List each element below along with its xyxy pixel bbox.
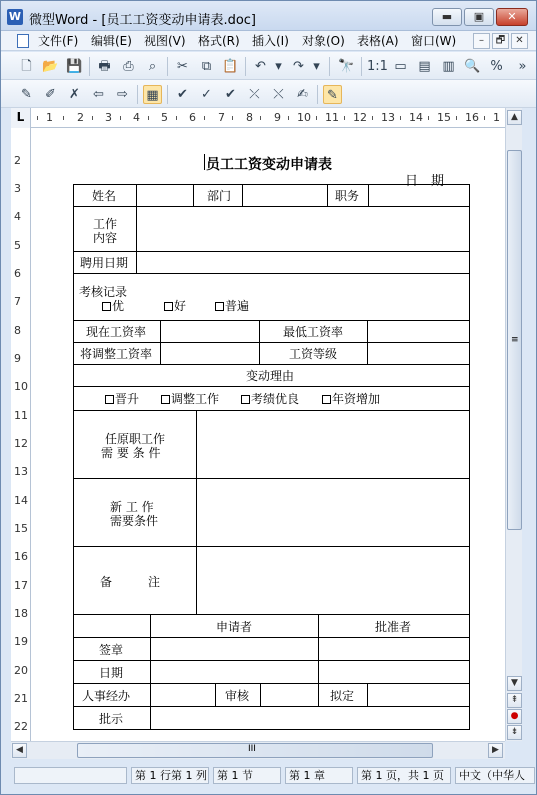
previous-page-button[interactable]: [507, 693, 522, 708]
ruler-number: 1: [493, 111, 500, 124]
ruler-number: 2: [14, 154, 21, 167]
vertical-scrollbar[interactable]: [505, 108, 522, 741]
table-cell[interactable]: [150, 683, 216, 707]
tab-stop-selector[interactable]: L: [11, 108, 31, 128]
table-cell[interactable]: [73, 386, 470, 411]
ruler-number: 15: [14, 522, 28, 535]
ruler-number: 3: [105, 111, 112, 124]
ruler-number: 17: [14, 579, 28, 592]
review-label: 审核: [225, 689, 250, 703]
assessment-option-label: 优: [112, 299, 125, 313]
table-cell[interactable]: [73, 478, 197, 547]
previous-comment-icon[interactable]: ⇦: [93, 87, 104, 102]
ruler-number: 10: [297, 111, 311, 124]
grip-icon: ≡: [511, 335, 519, 345]
table-cell[interactable]: [73, 410, 197, 479]
checkbox-icon[interactable]: [215, 302, 224, 311]
min-salary-label: 最低工资率: [283, 325, 344, 339]
table-cell[interactable]: [368, 184, 470, 207]
table-cell[interactable]: [73, 364, 470, 387]
checkbox-icon[interactable]: [164, 302, 173, 311]
orig-req-label: 需 要 条 件: [101, 446, 161, 460]
ruler-number: 13: [14, 465, 28, 478]
menu-bar: [1, 31, 536, 51]
assessment-option[interactable]: [102, 299, 124, 313]
ruler-number: 14: [14, 494, 28, 507]
scroll-up-button[interactable]: [507, 110, 522, 125]
table-cell[interactable]: [318, 683, 368, 707]
grip-icon: III: [248, 744, 256, 754]
copy-icon[interactable]: ⧉: [201, 59, 212, 74]
two-pages-icon[interactable]: ▥: [442, 59, 455, 74]
ruler-number: 9: [14, 352, 21, 365]
table-cell[interactable]: [73, 206, 137, 252]
table-cell[interactable]: [327, 184, 369, 207]
table-cell[interactable]: [259, 320, 368, 343]
undo-icon[interactable]: ↶: [255, 59, 266, 74]
status-bar: [1, 765, 536, 787]
table-cell[interactable]: [367, 683, 470, 707]
ruler-number: 14: [409, 111, 423, 124]
table-cell[interactable]: [73, 342, 161, 365]
status-panel-empty: [14, 767, 127, 784]
ruler-number: 19: [14, 635, 28, 648]
menu-edit[interactable]: 编辑(E): [91, 34, 132, 48]
open-folder-icon[interactable]: 📂: [42, 59, 59, 74]
scroll-thumb[interactable]: [507, 150, 522, 530]
doc-minimize-button[interactable]: –: [473, 33, 490, 49]
ruler-number: 12: [353, 111, 367, 124]
hr-handler-label: 人事经办: [82, 689, 131, 703]
reason-option[interactable]: [161, 392, 219, 406]
table-cell[interactable]: [73, 683, 151, 707]
hire-date-label: 聘用日期: [80, 256, 129, 270]
ruler-number: 11: [14, 409, 28, 422]
scroll-down-button[interactable]: [507, 676, 522, 691]
vertical-ruler[interactable]: [11, 128, 31, 741]
ruler-number: 5: [161, 111, 168, 124]
title-bar: [1, 1, 536, 31]
salary-grade-label: 工资等级: [289, 347, 338, 361]
ruler-number: 4: [14, 210, 21, 223]
table-cell[interactable]: [73, 660, 151, 684]
toolbar-separator: [245, 57, 246, 76]
remarks-label: 备 注: [100, 575, 161, 589]
menu-format[interactable]: 格式(R): [198, 34, 240, 48]
document-note-icon[interactable]: ✍: [297, 87, 308, 102]
table-cell[interactable]: [73, 251, 137, 274]
table-cell[interactable]: [136, 206, 470, 252]
ruler-number: 9: [274, 111, 281, 124]
ruler-number: 5: [14, 239, 21, 252]
undo-dropdown-icon[interactable]: ▾: [275, 59, 282, 74]
word-app-icon: W: [8, 10, 22, 23]
minimize-icon: ▬: [441, 10, 453, 23]
current-salary-label: 现在工资率: [86, 325, 147, 339]
window-title: 微型Word - [员工工资变动申请表.doc]: [29, 13, 256, 28]
table-cell[interactable]: [150, 614, 319, 638]
hscroll-thumb[interactable]: [77, 743, 433, 758]
chevron-left-icon: ◀: [16, 745, 23, 755]
show-markup-icon[interactable]: ✎: [323, 85, 342, 104]
date-label: 日 期: [405, 174, 445, 189]
redo-icon[interactable]: ↷: [293, 59, 304, 74]
table-cell[interactable]: [136, 184, 194, 207]
chevron-right-icon: ▶: [492, 745, 499, 755]
position-label: 职务: [335, 189, 360, 203]
applicant-label: 申请者: [216, 620, 253, 634]
horizontal-ruler[interactable]: [11, 108, 505, 128]
track-changes-icon[interactable]: ▦: [143, 85, 162, 104]
dept-label: 部门: [207, 189, 232, 203]
next-page-button[interactable]: [507, 725, 522, 740]
ruler-number: 6: [189, 111, 196, 124]
table-cell[interactable]: [242, 184, 328, 207]
restore-button[interactable]: [464, 8, 494, 26]
toolbar-separator: [329, 57, 330, 76]
table-cell[interactable]: [73, 546, 197, 615]
table-cell[interactable]: [73, 614, 151, 638]
table-cell[interactable]: [259, 342, 368, 365]
double-chevron-down-icon: ⇟: [510, 727, 519, 737]
adjusted-salary-label: 将调整工资率: [80, 347, 153, 361]
new-req-label: 新 工 作: [110, 500, 154, 514]
reason-option[interactable]: [241, 392, 299, 406]
orig-req-label: 任原职工作: [105, 432, 166, 446]
assessment-label: 考核记录: [79, 285, 128, 299]
checkbox-icon[interactable]: [241, 395, 250, 404]
reason-option[interactable]: [105, 392, 139, 406]
status-chapter: 第 1 章: [285, 767, 353, 784]
menu-insert[interactable]: 插入(I): [252, 34, 289, 48]
status-pages: 第 1 页，共 1 页: [357, 767, 451, 784]
ruler-number: 11: [325, 111, 339, 124]
status-line-col: 第 1 行第 1 列: [131, 767, 209, 784]
doc-restore-button[interactable]: 🗗: [492, 33, 509, 49]
ruler-number: 7: [14, 295, 21, 308]
reason-option-label: 考绩优良: [251, 392, 300, 406]
sign-label: 签章: [99, 643, 124, 657]
table-cell[interactable]: [367, 342, 470, 365]
standard-toolbar: [1, 52, 536, 80]
status-section: 第 1 节: [213, 767, 281, 784]
ruler-number: 18: [14, 607, 28, 620]
checkbox-icon[interactable]: [322, 395, 331, 404]
zoom-icon[interactable]: 🔍: [464, 59, 481, 74]
horizontal-scrollbar[interactable]: [11, 741, 505, 759]
ruler-number: 22: [14, 720, 28, 733]
status-language: 中文（中华人: [455, 767, 535, 784]
chevron-up-icon: ▲: [511, 112, 518, 122]
export-pdf-icon[interactable]: ⎙: [123, 59, 134, 74]
toolbar-separator: [89, 57, 90, 76]
toolbar-separator: [361, 57, 362, 76]
table-cell[interactable]: [215, 683, 261, 707]
close-icon: ✕: [507, 10, 517, 23]
save-icon[interactable]: 💾: [66, 59, 83, 74]
table-cell[interactable]: [318, 637, 470, 661]
double-chevron-up-icon: ⇞: [510, 695, 519, 705]
table-cell[interactable]: [73, 706, 151, 730]
table-cell[interactable]: [367, 320, 470, 343]
table-cell[interactable]: [73, 637, 151, 661]
clear-marks-icon[interactable]: ⤬: [273, 87, 284, 102]
actual-size-icon[interactable]: 1:1: [367, 59, 388, 74]
draft-label: 拟定: [330, 689, 355, 703]
assessment-option-label: 好: [174, 299, 187, 313]
table-cell[interactable]: [196, 546, 470, 615]
ruler-number: 16: [14, 550, 28, 563]
change-reason-label: 变动理由: [246, 369, 295, 383]
next-comment-icon[interactable]: ⇨: [117, 87, 128, 102]
menu-window[interactable]: 窗口(W): [411, 34, 457, 48]
whole-page-icon[interactable]: ▤: [418, 59, 431, 74]
reject-change-icon[interactable]: ✓: [201, 87, 212, 102]
name-label: 姓名: [92, 189, 117, 203]
assessment-option[interactable]: [215, 299, 249, 313]
menu-view[interactable]: 视图(V): [144, 34, 186, 48]
table-cell[interactable]: [196, 410, 470, 479]
date-row-label: 日期: [99, 666, 124, 680]
table-cell[interactable]: [196, 478, 470, 547]
reason-option[interactable]: [322, 392, 380, 406]
table-cell[interactable]: [73, 320, 161, 343]
browse-object-button[interactable]: [507, 709, 522, 724]
new-req-label: 需要条件: [110, 514, 159, 528]
print-icon[interactable]: 🖶: [98, 59, 111, 74]
approver-label: 批准者: [375, 620, 412, 634]
ruler-number: 1: [46, 111, 53, 124]
menu-table[interactable]: 表格(A): [357, 34, 399, 48]
minimize-button[interactable]: [432, 8, 462, 26]
document-title: 员工工资变动申请表: [206, 157, 332, 173]
ruler-number: 21: [14, 692, 28, 705]
ruler-number: 16: [465, 111, 479, 124]
assessment-option[interactable]: [164, 299, 186, 313]
ruler-number: 13: [381, 111, 395, 124]
table-cell[interactable]: [193, 184, 243, 207]
delete-comment-icon[interactable]: ✗: [69, 87, 80, 102]
document-page[interactable]: [31, 128, 505, 741]
reason-option-label: 晋升: [115, 392, 140, 406]
edit-toolbar: [1, 80, 536, 108]
reject-all-icon[interactable]: ⤫: [249, 87, 260, 102]
reason-option-label: 年资增加: [332, 392, 381, 406]
approval-label: 批示: [99, 712, 124, 726]
table-cell[interactable]: [318, 614, 470, 638]
paste-icon[interactable]: 📋: [222, 59, 239, 74]
close-button[interactable]: [496, 8, 528, 26]
reason-option-label: 调整工作: [171, 392, 220, 406]
ruler-number: 10: [14, 380, 28, 393]
table-cell[interactable]: [150, 660, 319, 684]
find-icon[interactable]: 🔭: [338, 59, 355, 74]
work-content-label: 工作: [93, 217, 118, 231]
text-cursor: [204, 154, 205, 170]
checkbox-icon[interactable]: [102, 302, 111, 311]
menu-object[interactable]: 对象(O): [302, 34, 345, 48]
ruler-number: 2: [77, 111, 84, 124]
accept-change-icon[interactable]: ✔: [177, 87, 188, 102]
doc-close-button[interactable]: ✕: [511, 33, 528, 49]
checkbox-icon[interactable]: [105, 395, 114, 404]
table-cell[interactable]: [150, 637, 319, 661]
table-cell[interactable]: [73, 184, 137, 207]
ruler-number: 8: [14, 324, 21, 337]
zoom-percent-icon[interactable]: %: [490, 59, 503, 74]
menu-file[interactable]: 文件(F): [38, 34, 79, 48]
revision-icon[interactable]: ✎: [21, 87, 32, 102]
ruler-number: 8: [246, 111, 253, 124]
table-cell[interactable]: [150, 706, 470, 730]
table-cell[interactable]: [318, 660, 470, 684]
table-cell[interactable]: [160, 342, 260, 365]
assessment-option-label: 普遍: [225, 299, 250, 313]
ruler-number: 4: [133, 111, 140, 124]
work-content-label: 内容: [93, 231, 118, 245]
table-cell[interactable]: [73, 273, 470, 321]
accept-all-icon[interactable]: ✔: [225, 87, 236, 102]
scroll-left-button[interactable]: [12, 743, 27, 758]
restore-icon: ▣: [473, 10, 485, 23]
new-document-icon[interactable]: 🗋: [21, 59, 32, 74]
edit-comment-icon[interactable]: ✐: [45, 87, 56, 102]
toolbar-separator: [167, 85, 168, 104]
page-width-icon[interactable]: ▭: [394, 59, 407, 74]
chevron-down-icon: ▼: [511, 678, 518, 688]
toolbar-separator: [137, 85, 138, 104]
checkbox-icon[interactable]: [161, 395, 170, 404]
ruler-number: 15: [437, 111, 451, 124]
toolbar-overflow-icon[interactable]: »: [518, 59, 527, 74]
ruler-number: 12: [14, 437, 28, 450]
browse-object-icon: ●: [510, 711, 519, 721]
cut-icon[interactable]: ✂: [177, 59, 188, 74]
print-preview-icon[interactable]: ⌕: [148, 59, 157, 74]
toolbar-separator: [167, 57, 168, 76]
ruler-number: 3: [14, 182, 21, 195]
table-cell[interactable]: [260, 683, 319, 707]
scroll-right-button[interactable]: [488, 743, 503, 758]
redo-dropdown-icon[interactable]: ▾: [313, 59, 320, 74]
ruler-number: 7: [218, 111, 225, 124]
document-menu-icon[interactable]: [17, 34, 29, 48]
ruler-number: 6: [14, 267, 21, 280]
table-cell[interactable]: [136, 251, 470, 274]
ruler-number: 20: [14, 664, 28, 677]
toolbar-separator: [317, 85, 318, 104]
table-cell[interactable]: [160, 320, 260, 343]
